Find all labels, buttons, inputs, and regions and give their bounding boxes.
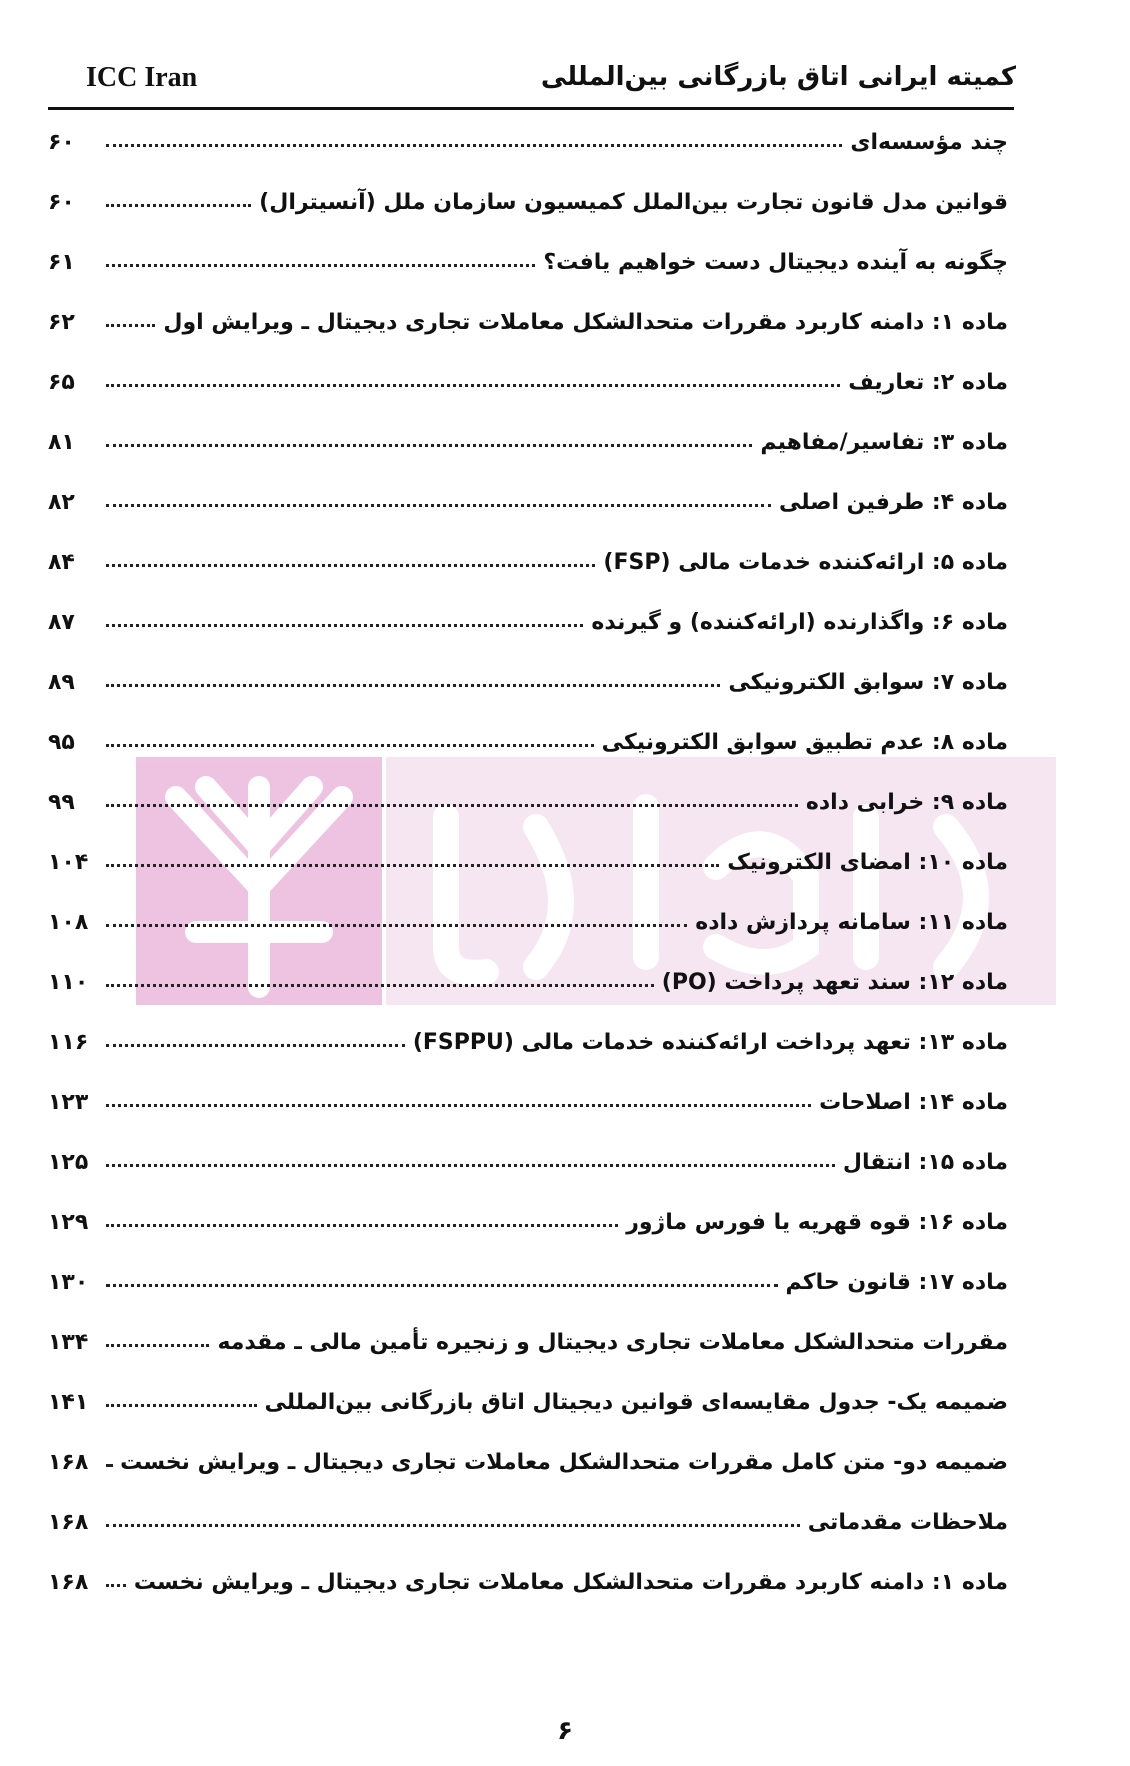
toc-entry[interactable] bbox=[48, 352, 1008, 412]
toc-dot-leader bbox=[106, 132, 842, 147]
toc-entry-title: مقررات متحدالشکل معاملات تجاری دیجیتال و زنجیره تأمین مالی ـ مقدمه bbox=[217, 1329, 1008, 1355]
toc-dot-leader bbox=[106, 1512, 800, 1527]
toc-entry[interactable] bbox=[48, 1072, 1008, 1132]
toc-entry-page: ۶۱ bbox=[48, 249, 75, 275]
toc-entry-title: ماده ۱۰: امضای الکترونیک bbox=[727, 849, 1008, 875]
toc-entry-title: ملاحظات مقدماتی bbox=[807, 1509, 1008, 1535]
toc-dot-leader bbox=[106, 1152, 835, 1167]
toc-entry-page: ۹۵ bbox=[48, 729, 75, 755]
toc-dot-leader bbox=[106, 372, 840, 387]
toc-entry[interactable] bbox=[48, 952, 1008, 1012]
toc-entry-page: ۱۰۴ bbox=[48, 849, 89, 875]
toc-dot-leader bbox=[106, 1392, 257, 1407]
toc-entry[interactable] bbox=[48, 232, 1008, 292]
toc-dot-leader bbox=[106, 1452, 112, 1467]
toc-entry-page: ۱۳۴ bbox=[48, 1329, 89, 1355]
toc-entry-page: ۱۱۰ bbox=[48, 969, 89, 995]
toc-entry-title: ماده ۷: سوابق الکترونیکی bbox=[728, 669, 1008, 695]
toc-entry-title: ضمیمه دو- متن کامل مقررات متحدالشکل معاملات تجاری دیجیتال ـ ویرایش نخست bbox=[120, 1449, 1008, 1475]
toc-entry[interactable] bbox=[48, 292, 1008, 352]
toc-entry-title: ماده ۱: دامنه کاربرد مقررات متحدالشکل معاملات تجاری دیجیتال ـ ویرایش اول bbox=[163, 309, 1008, 335]
toc-entry-title: ماده ۱۴: اصلاحات bbox=[819, 1089, 1008, 1115]
toc-dot-leader bbox=[106, 552, 595, 567]
toc-dot-leader bbox=[106, 612, 583, 627]
toc-entry-page: ۱۶۸ bbox=[48, 1449, 89, 1475]
table-of-contents bbox=[48, 112, 1008, 1612]
toc-entry-title: ماده ۴: طرفین اصلی bbox=[778, 489, 1008, 515]
toc-entry-page: ۱۰۸ bbox=[48, 909, 89, 935]
header-divider bbox=[48, 107, 1014, 110]
toc-entry-page: ۱۲۹ bbox=[48, 1209, 89, 1235]
toc-entry-title: ماده ۱: دامنه کاربرد مقررات متحدالشکل معاملات تجاری دیجیتال ـ ویرایش نخست bbox=[133, 1569, 1008, 1595]
toc-dot-leader bbox=[106, 432, 752, 447]
toc-entry[interactable] bbox=[48, 1132, 1008, 1192]
toc-entry-page: ۱۲۳ bbox=[48, 1089, 89, 1115]
toc-entry-page: ۸۷ bbox=[48, 609, 75, 635]
toc-entry-page: ۸۲ bbox=[48, 489, 75, 515]
toc-entry-page: ۸۹ bbox=[48, 669, 75, 695]
toc-entry[interactable] bbox=[48, 172, 1008, 232]
toc-entry-title: ماده ۱۵: انتقال bbox=[842, 1149, 1008, 1175]
toc-entry-page: ۸۱ bbox=[48, 429, 75, 455]
toc-entry-page: ۱۶۸ bbox=[48, 1569, 89, 1595]
toc-entry[interactable] bbox=[48, 532, 1008, 592]
toc-dot-leader bbox=[106, 972, 654, 987]
toc-dot-leader bbox=[106, 492, 771, 507]
toc-dot-leader bbox=[106, 1272, 778, 1287]
toc-entry-page: ۹۹ bbox=[48, 789, 75, 815]
toc-entry-page: ۶۵ bbox=[48, 369, 75, 395]
toc-entry[interactable] bbox=[48, 1552, 1008, 1612]
toc-entry[interactable] bbox=[48, 472, 1008, 532]
toc-dot-leader bbox=[106, 1092, 811, 1107]
toc-entry-page: ۱۶۸ bbox=[48, 1509, 89, 1535]
toc-entry-page: ۱۳۰ bbox=[48, 1269, 89, 1295]
toc-entry-title: ماده ۳: تفاسیر/مفاهیم bbox=[760, 429, 1008, 455]
toc-entry-title: ضمیمه یک- جدول مقایسه‌ای قوانین دیجیتال اتاق بازرگانی بین‌المللی bbox=[264, 1389, 1008, 1415]
toc-entry[interactable] bbox=[48, 112, 1008, 172]
toc-entry[interactable] bbox=[48, 592, 1008, 652]
toc-entry[interactable] bbox=[48, 1012, 1008, 1072]
toc-dot-leader bbox=[106, 1332, 209, 1347]
toc-entry-title: ماده ۸: عدم تطبیق سوابق الکترونیکی bbox=[601, 729, 1008, 755]
toc-entry[interactable] bbox=[48, 1192, 1008, 1252]
toc-dot-leader bbox=[106, 912, 687, 927]
toc-entry[interactable] bbox=[48, 1492, 1008, 1552]
toc-entry[interactable] bbox=[48, 652, 1008, 712]
toc-dot-leader bbox=[106, 792, 798, 807]
toc-entry-page: ۱۲۵ bbox=[48, 1149, 89, 1175]
toc-entry-title: ماده ۲: تعاریف bbox=[848, 369, 1008, 395]
toc-entry-title: ماده ۱۳: تعهد پرداخت ارائه‌کننده خدمات مالی (FSPPU) bbox=[412, 1029, 1008, 1055]
page-number: ۶ bbox=[557, 1716, 573, 1746]
toc-entry-page: ۶۰ bbox=[48, 129, 75, 155]
toc-entry[interactable] bbox=[48, 1432, 1008, 1492]
toc-entry[interactable] bbox=[48, 1372, 1008, 1432]
header-organization-name: کمیته ایرانی اتاق بازرگانی بین‌المللی bbox=[540, 62, 1016, 92]
toc-entry-page: ۱۱۶ bbox=[48, 1029, 89, 1055]
toc-entry-title: ماده ۱۷: قانون حاکم bbox=[785, 1269, 1008, 1295]
toc-dot-leader bbox=[106, 732, 594, 747]
toc-entry-title: ماده ۶: واگذارنده (ارائه‌کننده) و گیرنده bbox=[591, 609, 1008, 635]
toc-entry-title: قوانین مدل قانون تجارت بین‌الملل کمیسیون سازمان ملل (آنسیترال) bbox=[259, 189, 1008, 215]
toc-entry[interactable] bbox=[48, 892, 1008, 952]
toc-entry-page: ۱۴۱ bbox=[48, 1389, 89, 1415]
toc-entry[interactable] bbox=[48, 1252, 1008, 1312]
toc-entry-page: ۶۰ bbox=[48, 189, 75, 215]
toc-entry-title: ماده ۱۱: سامانه پردازش داده bbox=[695, 909, 1008, 935]
toc-entry[interactable] bbox=[48, 1312, 1008, 1372]
toc-entry-title: ماده ۱۶: قوه قهریه یا فورس ماژور bbox=[626, 1209, 1008, 1235]
toc-dot-leader bbox=[106, 192, 251, 207]
toc-entry-title: ماده ۵: ارائه‌کننده خدمات مالی (FSP) bbox=[603, 549, 1008, 575]
toc-entry-title: چند مؤسسه‌ای bbox=[850, 129, 1008, 155]
toc-dot-leader bbox=[106, 312, 155, 327]
toc-dot-leader bbox=[106, 1032, 405, 1047]
toc-entry-title: ماده ۹: خرابی داده bbox=[805, 789, 1008, 815]
toc-dot-leader bbox=[106, 852, 719, 867]
toc-dot-leader bbox=[106, 1572, 126, 1587]
toc-entry-title: ماده ۱۲: سند تعهد پرداخت (PO) bbox=[661, 969, 1008, 995]
toc-entry[interactable] bbox=[48, 412, 1008, 472]
toc-entry-title: چگونه به آینده دیجیتال دست خواهیم یافت؟ bbox=[543, 249, 1008, 275]
toc-dot-leader bbox=[106, 1212, 618, 1227]
toc-entry-page: ۸۴ bbox=[48, 549, 75, 575]
header-organization-code: ICC Iran bbox=[86, 62, 198, 93]
toc-entry-page: ۶۲ bbox=[48, 309, 75, 335]
toc-entry[interactable] bbox=[48, 772, 1008, 832]
toc-dot-leader bbox=[106, 252, 535, 267]
page-header bbox=[86, 58, 1016, 108]
toc-entry[interactable] bbox=[48, 832, 1008, 892]
toc-entry[interactable] bbox=[48, 712, 1008, 772]
toc-dot-leader bbox=[106, 672, 720, 687]
